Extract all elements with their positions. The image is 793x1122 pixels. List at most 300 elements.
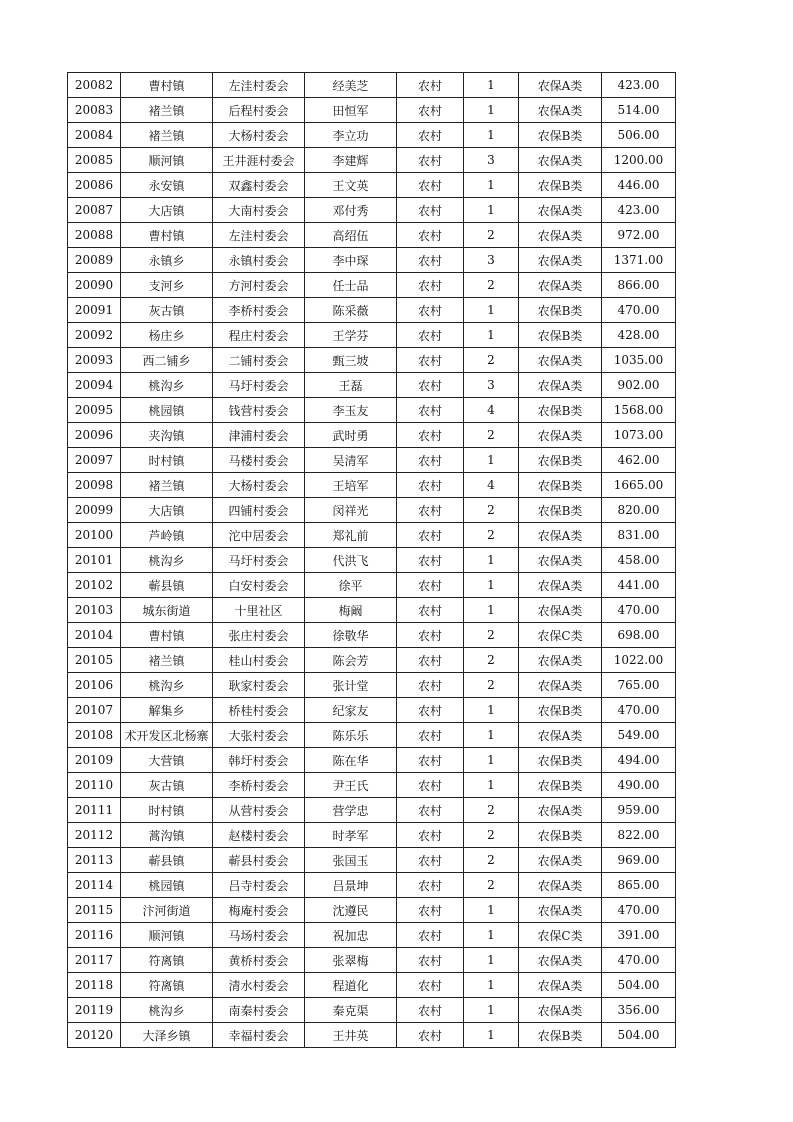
- insurance-category-cell: 农保B类: [519, 323, 602, 348]
- member-count-cell: 1: [464, 98, 519, 123]
- record-id-cell: 20101: [68, 548, 121, 573]
- record-id-cell: 20083: [68, 98, 121, 123]
- record-id-cell: 20099: [68, 498, 121, 523]
- record-id-cell: 20117: [68, 948, 121, 973]
- person-name-cell: 代洪飞: [305, 548, 397, 573]
- insurance-category-cell: 农保A类: [519, 423, 602, 448]
- insurance-category-cell: 农保A类: [519, 798, 602, 823]
- insurance-category-cell: 农保C类: [519, 923, 602, 948]
- town-cell: 顺河镇: [121, 923, 213, 948]
- record-id-cell: 20104: [68, 623, 121, 648]
- table-row: [68, 923, 676, 948]
- member-count-cell: 2: [464, 873, 519, 898]
- amount-cell: 494.00: [602, 748, 676, 773]
- amount-cell: 441.00: [602, 573, 676, 598]
- table-row: [68, 723, 676, 748]
- town-cell: 大泽乡镇: [121, 1023, 213, 1048]
- table-row: [68, 223, 676, 248]
- insurance-category-cell: 农保A类: [519, 198, 602, 223]
- town-cell: 灰古镇: [121, 773, 213, 798]
- village-committee-cell: 大杨村委会: [213, 123, 305, 148]
- insurance-category-cell: 农保A类: [519, 223, 602, 248]
- town-cell: 褚兰镇: [121, 473, 213, 498]
- household-type-cell: 农村: [397, 1023, 464, 1048]
- town-cell: 杨庄乡: [121, 323, 213, 348]
- town-cell: 符离镇: [121, 948, 213, 973]
- insurance-category-cell: 农保C类: [519, 623, 602, 648]
- town-cell: 时村镇: [121, 798, 213, 823]
- household-type-cell: 农村: [397, 973, 464, 998]
- person-name-cell: 田恒军: [305, 98, 397, 123]
- record-id-cell: 20114: [68, 873, 121, 898]
- village-committee-cell: 王井涯村委会: [213, 148, 305, 173]
- town-cell: 大店镇: [121, 198, 213, 223]
- household-type-cell: 农村: [397, 173, 464, 198]
- town-cell: 顺河镇: [121, 148, 213, 173]
- insurance-category-cell: 农保A类: [519, 848, 602, 873]
- insurance-category-cell: 农保A类: [519, 248, 602, 273]
- village-committee-cell: 桥桂村委会: [213, 698, 305, 723]
- town-cell: 蕲县镇: [121, 848, 213, 873]
- town-cell: 符离镇: [121, 973, 213, 998]
- household-type-cell: 农村: [397, 573, 464, 598]
- record-id-cell: 20084: [68, 123, 121, 148]
- record-id-cell: 20100: [68, 523, 121, 548]
- person-name-cell: 李立功: [305, 123, 397, 148]
- village-committee-cell: 左洼村委会: [213, 223, 305, 248]
- member-count-cell: 1: [464, 548, 519, 573]
- household-type-cell: 农村: [397, 998, 464, 1023]
- person-name-cell: 吕景坤: [305, 873, 397, 898]
- table-row: [68, 98, 676, 123]
- town-cell: 汴河街道: [121, 898, 213, 923]
- person-name-cell: 甄三坡: [305, 348, 397, 373]
- amount-cell: 423.00: [602, 73, 676, 98]
- household-type-cell: 农村: [397, 273, 464, 298]
- person-name-cell: 王培军: [305, 473, 397, 498]
- insurance-category-cell: 农保B类: [519, 1023, 602, 1048]
- person-name-cell: 程道化: [305, 973, 397, 998]
- household-type-cell: 农村: [397, 73, 464, 98]
- village-committee-cell: 大杨村委会: [213, 473, 305, 498]
- village-committee-cell: 幸福村委会: [213, 1023, 305, 1048]
- village-committee-cell: 马圩村委会: [213, 373, 305, 398]
- table-row: [68, 673, 676, 698]
- member-count-cell: 4: [464, 398, 519, 423]
- amount-cell: 822.00: [602, 823, 676, 848]
- table-row: [68, 998, 676, 1023]
- insurance-category-cell: 农保A类: [519, 348, 602, 373]
- insurance-category-cell: 农保A类: [519, 523, 602, 548]
- amount-cell: 470.00: [602, 898, 676, 923]
- table-row: [68, 373, 676, 398]
- insurance-category-cell: 农保B类: [519, 773, 602, 798]
- town-cell: 桃沟乡: [121, 673, 213, 698]
- insurance-category-cell: 农保B类: [519, 298, 602, 323]
- town-cell: 支河乡: [121, 273, 213, 298]
- table-row: [68, 548, 676, 573]
- amount-cell: 1371.00: [602, 248, 676, 273]
- record-id-cell: 20111: [68, 798, 121, 823]
- town-cell: 曹村镇: [121, 223, 213, 248]
- table-row: [68, 648, 676, 673]
- insurance-category-cell: 农保A类: [519, 873, 602, 898]
- member-count-cell: 1: [464, 323, 519, 348]
- amount-cell: 458.00: [602, 548, 676, 573]
- insurance-category-cell: 农保A类: [519, 373, 602, 398]
- amount-cell: 446.00: [602, 173, 676, 198]
- table-row: [68, 623, 676, 648]
- person-name-cell: 祝加忠: [305, 923, 397, 948]
- record-id-cell: 20094: [68, 373, 121, 398]
- person-name-cell: 高绍伍: [305, 223, 397, 248]
- table-row: [68, 398, 676, 423]
- town-cell: 褚兰镇: [121, 123, 213, 148]
- insurance-category-cell: 农保A类: [519, 973, 602, 998]
- household-type-cell: 农村: [397, 148, 464, 173]
- town-cell: 褚兰镇: [121, 98, 213, 123]
- village-committee-cell: 津浦村委会: [213, 423, 305, 448]
- table-row: [68, 73, 676, 98]
- household-type-cell: 农村: [397, 698, 464, 723]
- insurance-category-cell: 农保A类: [519, 898, 602, 923]
- village-committee-cell: 南秦村委会: [213, 998, 305, 1023]
- record-id-cell: 20086: [68, 173, 121, 198]
- insurance-category-cell: 农保B类: [519, 123, 602, 148]
- town-cell: 永安镇: [121, 173, 213, 198]
- amount-cell: 1073.00: [602, 423, 676, 448]
- member-count-cell: 2: [464, 623, 519, 648]
- member-count-cell: 1: [464, 748, 519, 773]
- amount-cell: 969.00: [602, 848, 676, 873]
- table-row: [68, 323, 676, 348]
- record-id-cell: 20097: [68, 448, 121, 473]
- member-count-cell: 1: [464, 948, 519, 973]
- member-count-cell: 3: [464, 248, 519, 273]
- town-cell: 时村镇: [121, 448, 213, 473]
- household-type-cell: 农村: [397, 548, 464, 573]
- record-id-cell: 20085: [68, 148, 121, 173]
- town-cell: 褚兰镇: [121, 648, 213, 673]
- record-id-cell: 20092: [68, 323, 121, 348]
- household-type-cell: 农村: [397, 773, 464, 798]
- person-name-cell: 徐平: [305, 573, 397, 598]
- insurance-category-cell: 农保B类: [519, 173, 602, 198]
- household-type-cell: 农村: [397, 623, 464, 648]
- table-row: [68, 123, 676, 148]
- village-committee-cell: 双鑫村委会: [213, 173, 305, 198]
- member-count-cell: 1: [464, 598, 519, 623]
- table-row: [68, 973, 676, 998]
- household-type-cell: 农村: [397, 648, 464, 673]
- village-committee-cell: 二铺村委会: [213, 348, 305, 373]
- household-type-cell: 农村: [397, 723, 464, 748]
- table-row: [68, 773, 676, 798]
- record-id-cell: 20098: [68, 473, 121, 498]
- person-name-cell: 秦克渠: [305, 998, 397, 1023]
- record-id-cell: 20113: [68, 848, 121, 873]
- insurance-category-cell: 农保B类: [519, 473, 602, 498]
- member-count-cell: 3: [464, 373, 519, 398]
- person-name-cell: 王文英: [305, 173, 397, 198]
- record-id-cell: 20082: [68, 73, 121, 98]
- person-name-cell: 陈采薇: [305, 298, 397, 323]
- amount-cell: 959.00: [602, 798, 676, 823]
- town-cell: 西二铺乡: [121, 348, 213, 373]
- table-row: [68, 848, 676, 873]
- household-type-cell: 农村: [397, 523, 464, 548]
- village-committee-cell: 桂山村委会: [213, 648, 305, 673]
- amount-cell: 866.00: [602, 273, 676, 298]
- person-name-cell: 任士品: [305, 273, 397, 298]
- record-id-cell: 20120: [68, 1023, 121, 1048]
- amount-cell: 470.00: [602, 948, 676, 973]
- household-type-cell: 农村: [397, 248, 464, 273]
- member-count-cell: 1: [464, 123, 519, 148]
- household-type-cell: 农村: [397, 123, 464, 148]
- insurance-category-cell: 农保A类: [519, 273, 602, 298]
- table-row: [68, 448, 676, 473]
- record-id-cell: 20089: [68, 248, 121, 273]
- town-cell: 桃沟乡: [121, 548, 213, 573]
- town-cell: 曹村镇: [121, 73, 213, 98]
- member-count-cell: 1: [464, 448, 519, 473]
- table-row: [68, 523, 676, 548]
- table-row: [68, 198, 676, 223]
- household-type-cell: 农村: [397, 423, 464, 448]
- table-row: [68, 798, 676, 823]
- town-cell: 城东街道: [121, 598, 213, 623]
- household-type-cell: 农村: [397, 373, 464, 398]
- town-cell: 大店镇: [121, 498, 213, 523]
- village-committee-cell: 梅庵村委会: [213, 898, 305, 923]
- town-cell: 桃沟乡: [121, 373, 213, 398]
- table-row: [68, 473, 676, 498]
- table-row: [68, 248, 676, 273]
- village-committee-cell: 蕲县村委会: [213, 848, 305, 873]
- village-committee-cell: 黄桥村委会: [213, 948, 305, 973]
- amount-cell: 765.00: [602, 673, 676, 698]
- person-name-cell: 郑礼前: [305, 523, 397, 548]
- member-count-cell: 1: [464, 998, 519, 1023]
- member-count-cell: 1: [464, 723, 519, 748]
- amount-cell: 504.00: [602, 1023, 676, 1048]
- member-count-cell: 2: [464, 348, 519, 373]
- person-name-cell: 邓付秀: [305, 198, 397, 223]
- amount-cell: 820.00: [602, 498, 676, 523]
- village-committee-cell: 十里社区: [213, 598, 305, 623]
- amount-cell: 470.00: [602, 698, 676, 723]
- member-count-cell: 1: [464, 898, 519, 923]
- amount-cell: 470.00: [602, 298, 676, 323]
- member-count-cell: 2: [464, 798, 519, 823]
- insurance-category-cell: 农保A类: [519, 723, 602, 748]
- village-committee-cell: 永镇村委会: [213, 248, 305, 273]
- amount-cell: 470.00: [602, 598, 676, 623]
- insurance-category-cell: 农保A类: [519, 98, 602, 123]
- village-committee-cell: 李桥村委会: [213, 773, 305, 798]
- record-id-cell: 20087: [68, 198, 121, 223]
- insurance-category-cell: 农保A类: [519, 73, 602, 98]
- amount-cell: 698.00: [602, 623, 676, 648]
- table-row: [68, 148, 676, 173]
- town-cell: 桃沟乡: [121, 998, 213, 1023]
- amount-cell: 423.00: [602, 198, 676, 223]
- household-type-cell: 农村: [397, 323, 464, 348]
- household-type-cell: 农村: [397, 398, 464, 423]
- table-row: [68, 823, 676, 848]
- household-type-cell: 农村: [397, 298, 464, 323]
- person-name-cell: 李建辉: [305, 148, 397, 173]
- member-count-cell: 2: [464, 498, 519, 523]
- amount-cell: 462.00: [602, 448, 676, 473]
- record-id-cell: 20105: [68, 648, 121, 673]
- record-id-cell: 20112: [68, 823, 121, 848]
- table-row: [68, 748, 676, 773]
- table-row: [68, 898, 676, 923]
- person-name-cell: 沈遵民: [305, 898, 397, 923]
- village-committee-cell: 左洼村委会: [213, 73, 305, 98]
- amount-cell: 490.00: [602, 773, 676, 798]
- village-committee-cell: 四铺村委会: [213, 498, 305, 523]
- household-type-cell: 农村: [397, 873, 464, 898]
- table-row: [68, 1023, 676, 1048]
- person-name-cell: 尹王氏: [305, 773, 397, 798]
- town-cell: 曹村镇: [121, 623, 213, 648]
- insurance-category-cell: 农保B类: [519, 398, 602, 423]
- village-committee-cell: 清水村委会: [213, 973, 305, 998]
- amount-cell: 549.00: [602, 723, 676, 748]
- record-id-cell: 20095: [68, 398, 121, 423]
- village-committee-cell: 后程村委会: [213, 98, 305, 123]
- insurance-category-cell: 农保B类: [519, 448, 602, 473]
- member-count-cell: 2: [464, 273, 519, 298]
- record-id-cell: 20119: [68, 998, 121, 1023]
- record-id-cell: 20088: [68, 223, 121, 248]
- village-committee-cell: 耿家村委会: [213, 673, 305, 698]
- person-name-cell: 时孝军: [305, 823, 397, 848]
- person-name-cell: 王井英: [305, 1023, 397, 1048]
- amount-cell: 1200.00: [602, 148, 676, 173]
- insurance-category-cell: 农保B类: [519, 748, 602, 773]
- town-cell: 蒿沟镇: [121, 823, 213, 848]
- table-row: [68, 873, 676, 898]
- amount-cell: 504.00: [602, 973, 676, 998]
- record-id-cell: 20115: [68, 898, 121, 923]
- amount-cell: 428.00: [602, 323, 676, 348]
- record-id-cell: 20096: [68, 423, 121, 448]
- insurance-category-cell: 农保A类: [519, 648, 602, 673]
- table-row: [68, 273, 676, 298]
- village-committee-cell: 从营村委会: [213, 798, 305, 823]
- household-type-cell: 农村: [397, 848, 464, 873]
- person-name-cell: 武时勇: [305, 423, 397, 448]
- village-committee-cell: 赵楼村委会: [213, 823, 305, 848]
- town-cell: 术开发区北杨寨: [121, 723, 213, 748]
- member-count-cell: 1: [464, 923, 519, 948]
- household-type-cell: 农村: [397, 923, 464, 948]
- village-committee-cell: 马圩村委会: [213, 548, 305, 573]
- village-committee-cell: 大张村委会: [213, 723, 305, 748]
- member-count-cell: 3: [464, 148, 519, 173]
- person-name-cell: 营学忠: [305, 798, 397, 823]
- household-type-cell: 农村: [397, 748, 464, 773]
- insurance-category-cell: 农保A类: [519, 948, 602, 973]
- town-cell: 大营镇: [121, 748, 213, 773]
- member-count-cell: 1: [464, 73, 519, 98]
- person-name-cell: 陈乐乐: [305, 723, 397, 748]
- insurance-category-cell: 农保A类: [519, 673, 602, 698]
- table-body: [68, 73, 676, 1048]
- household-type-cell: 农村: [397, 948, 464, 973]
- record-id-cell: 20102: [68, 573, 121, 598]
- record-id-cell: 20103: [68, 598, 121, 623]
- insurance-category-cell: 农保A类: [519, 548, 602, 573]
- household-type-cell: 农村: [397, 448, 464, 473]
- person-name-cell: 徐敬华: [305, 623, 397, 648]
- amount-cell: 391.00: [602, 923, 676, 948]
- amount-cell: 356.00: [602, 998, 676, 1023]
- table-row: [68, 348, 676, 373]
- record-id-cell: 20108: [68, 723, 121, 748]
- record-id-cell: 20090: [68, 273, 121, 298]
- insurance-category-cell: 农保A类: [519, 148, 602, 173]
- table-row: [68, 598, 676, 623]
- person-name-cell: 张计堂: [305, 673, 397, 698]
- person-name-cell: 梅阚: [305, 598, 397, 623]
- amount-cell: 506.00: [602, 123, 676, 148]
- insurance-category-cell: 农保A类: [519, 598, 602, 623]
- village-committee-cell: 马楼村委会: [213, 448, 305, 473]
- record-id-cell: 20093: [68, 348, 121, 373]
- amount-cell: 831.00: [602, 523, 676, 548]
- amount-cell: 1022.00: [602, 648, 676, 673]
- amount-cell: 865.00: [602, 873, 676, 898]
- household-type-cell: 农村: [397, 198, 464, 223]
- village-committee-cell: 沱中居委会: [213, 523, 305, 548]
- table-row: [68, 423, 676, 448]
- member-count-cell: 1: [464, 973, 519, 998]
- record-id-cell: 20106: [68, 673, 121, 698]
- household-type-cell: 农村: [397, 598, 464, 623]
- person-name-cell: 李中琛: [305, 248, 397, 273]
- village-committee-cell: 钱营村委会: [213, 398, 305, 423]
- member-count-cell: 1: [464, 1023, 519, 1048]
- record-id-cell: 20110: [68, 773, 121, 798]
- member-count-cell: 1: [464, 773, 519, 798]
- table-row: [68, 498, 676, 523]
- person-name-cell: 王磊: [305, 373, 397, 398]
- town-cell: 夹沟镇: [121, 423, 213, 448]
- table-row: [68, 948, 676, 973]
- member-count-cell: 1: [464, 573, 519, 598]
- town-cell: 桃园镇: [121, 398, 213, 423]
- town-cell: 桃园镇: [121, 873, 213, 898]
- member-count-cell: 2: [464, 673, 519, 698]
- amount-cell: 1035.00: [602, 348, 676, 373]
- household-type-cell: 农村: [397, 898, 464, 923]
- town-cell: 永镇乡: [121, 248, 213, 273]
- member-count-cell: 2: [464, 523, 519, 548]
- village-committee-cell: 大南村委会: [213, 198, 305, 223]
- person-name-cell: 纪家友: [305, 698, 397, 723]
- village-committee-cell: 方河村委会: [213, 273, 305, 298]
- insurance-category-cell: 农保B类: [519, 698, 602, 723]
- person-name-cell: 陈在华: [305, 748, 397, 773]
- town-cell: 蕲县镇: [121, 573, 213, 598]
- record-id-cell: 20107: [68, 698, 121, 723]
- person-name-cell: 王学芬: [305, 323, 397, 348]
